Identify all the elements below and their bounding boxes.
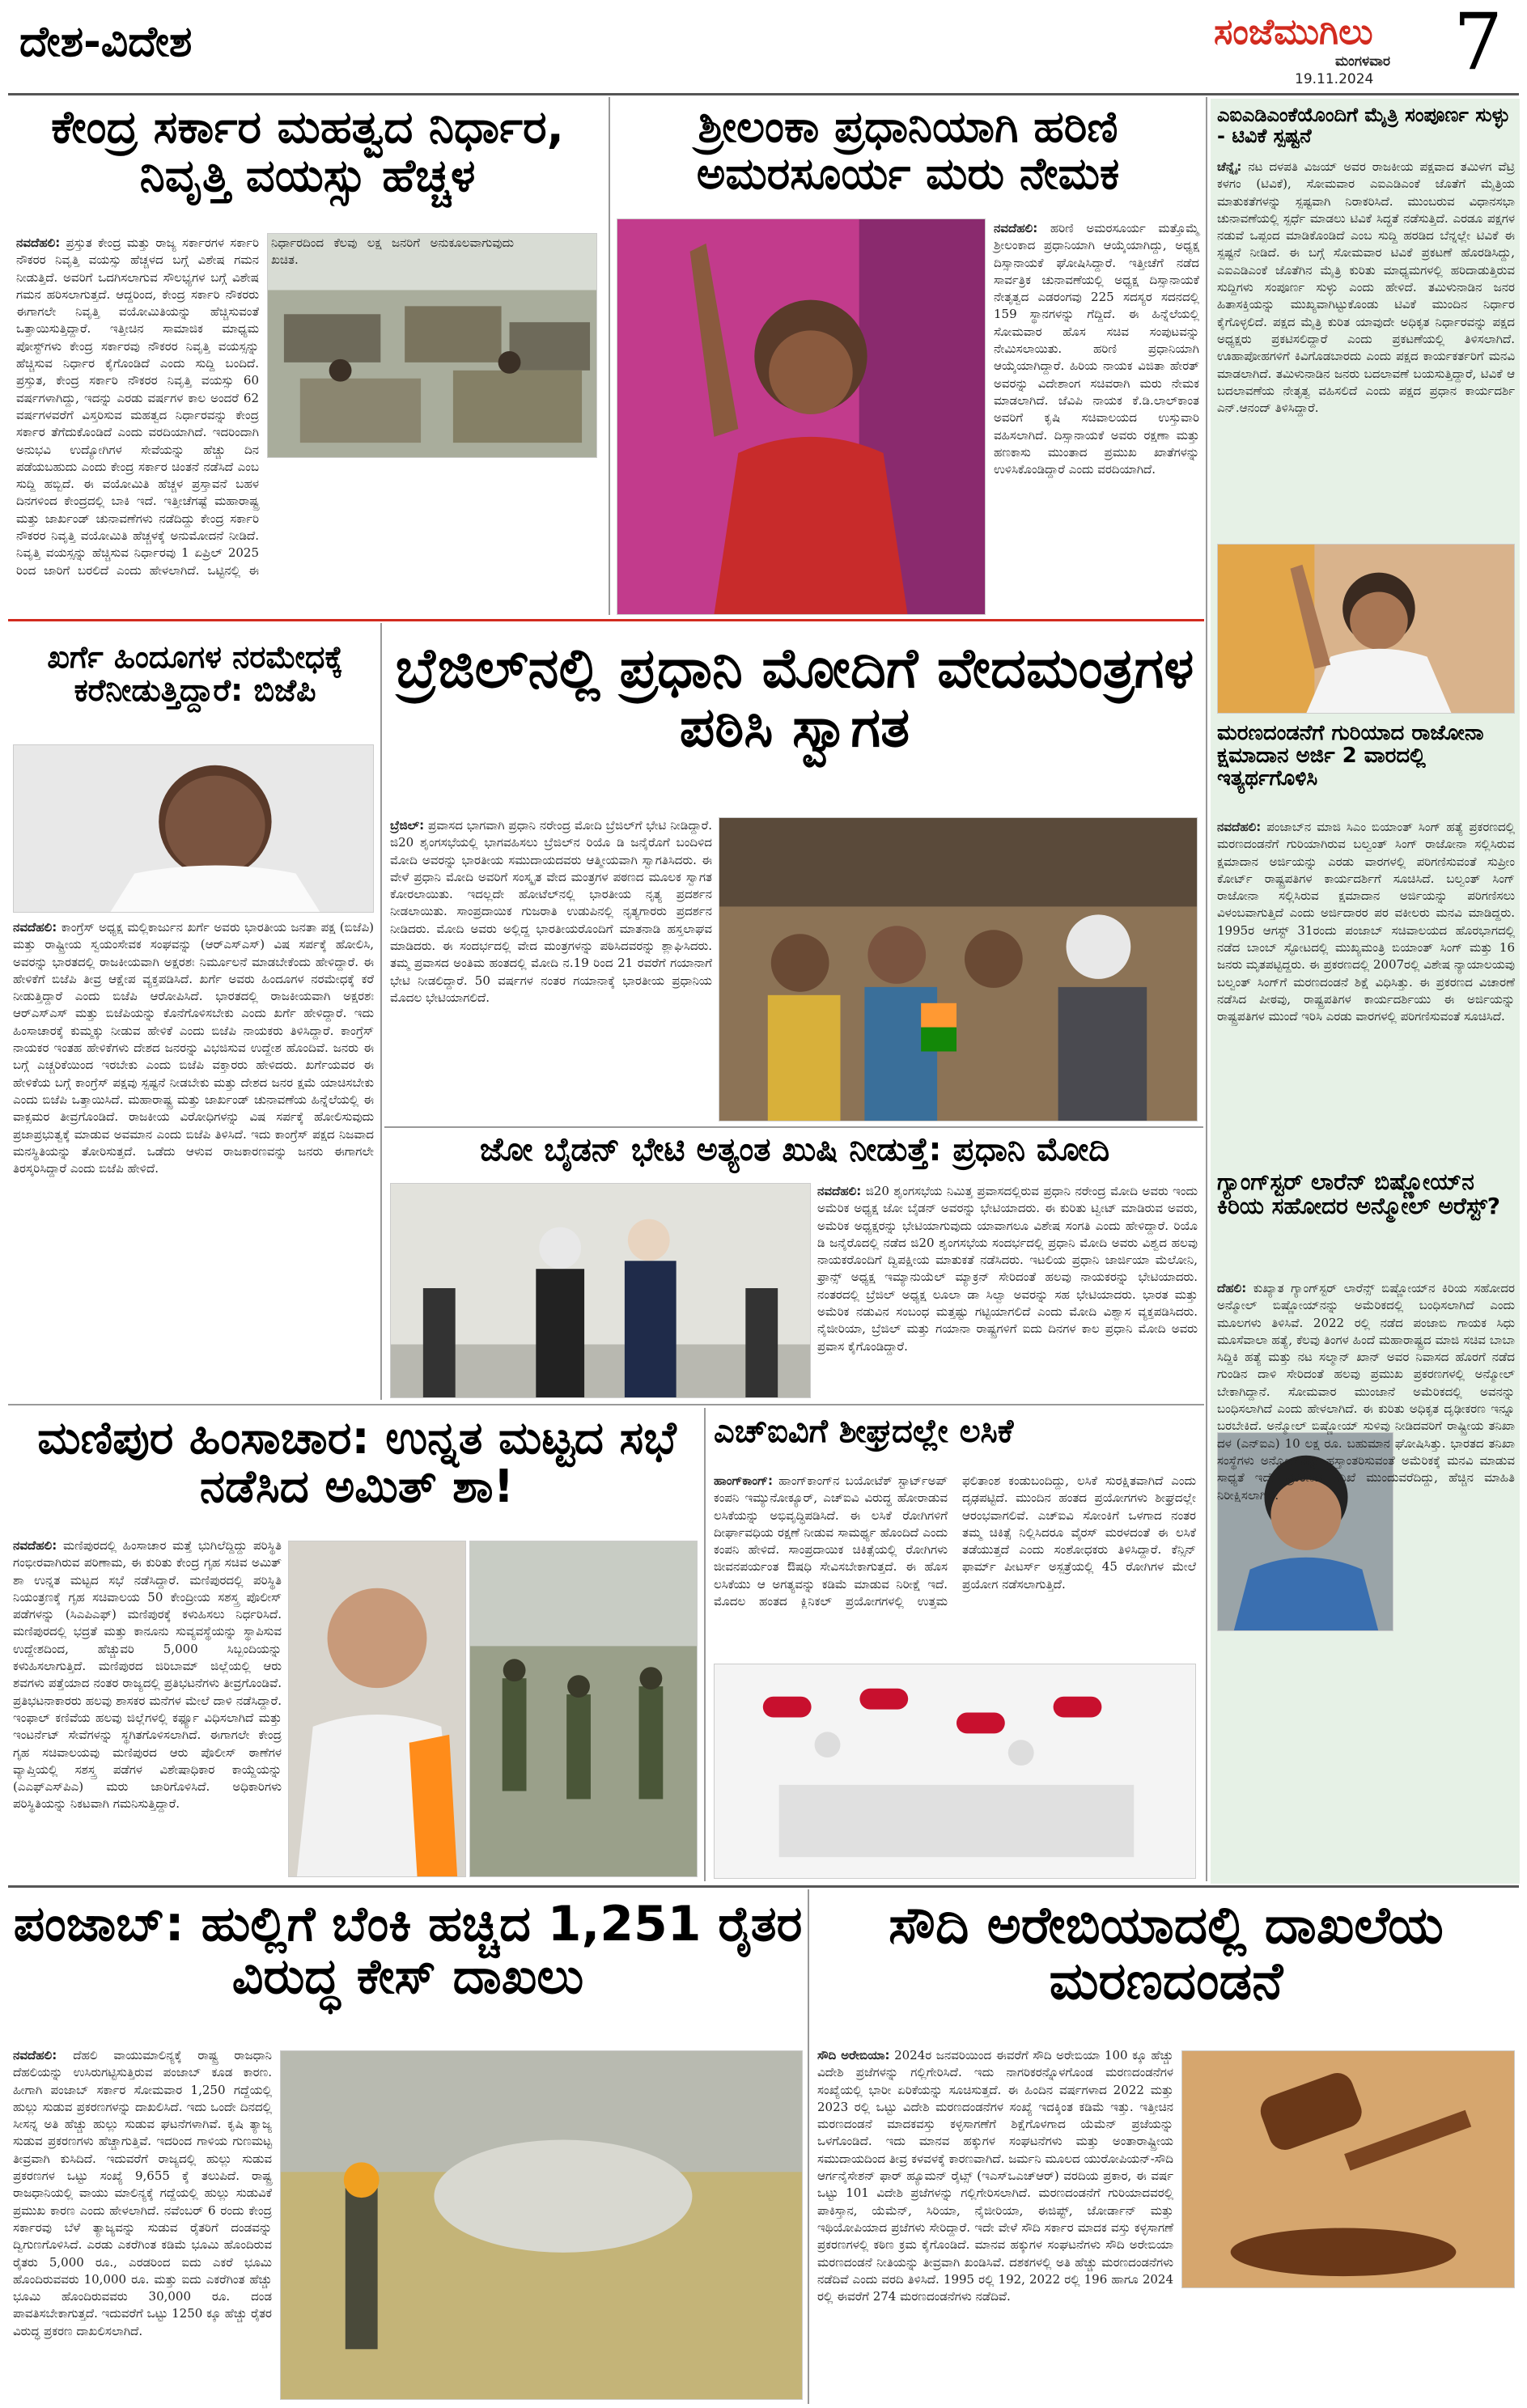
header-rule: [8, 93, 1519, 95]
article-headline: ಖರ್ಗೆ ಹಿಂದೂಗಳ ನರಮೇಧಕ್ಕೆ ಕರೆನೀಡುತ್ತಿದ್ದಾರೆ: ಬಿಜೆಪಿ: [47, 639, 343, 709]
manipur-security-photo: [469, 1541, 698, 1877]
masthead-day: ಮಂಗಳವಾರ: [1335, 53, 1391, 70]
page-number: 7: [1453, 0, 1504, 87]
dateline: ಚೆನ್ನೈ:: [1217, 159, 1242, 174]
article-headline: ಗ್ಯಾಂಗ್‌ಸ್ಟರ್ ಲಾರೆನ್ ಬಿಷ್ಣೋಯ್‌ನ ಕಿರಿಯ ಸಹೋದರ ಅನ್ಮೋಲ್ ಅರೆಸ್ಟ್?: [1217, 1168, 1501, 1220]
kharge-photo: [13, 744, 374, 913]
row-divider: [384, 1126, 1203, 1128]
article-body: [817, 1183, 1198, 1398]
street-illustration: [470, 1541, 697, 1876]
column-divider: [704, 1408, 706, 1881]
article-text: ಕುಖ್ಯಾತ ಗ್ಯಾಂಗ್‌ಸ್ಟರ್ ಲಾರೆನ್ಸ್ ಬಿಷ್ಣೋಯ್‌ನ ಕಿರಿಯ ಸಹೋದರ ಅನ್ಮೋಲ್ ಬಿಷ್ಣೋಯ್‌ನನ್ನು ಅಮೆರಿಕದಲ್ಲಿ ಬಂಧಿಸಲಾಗಿದೆ ಎಂದು ಮೂಲಗಳು ತಿಳಿಸಿವೆ. 2022 ರಲ್ಲಿ ನಡೆದ ಪಂಜಾಬಿ ಗಾಯಕ ಸಿಧು ಮೂಸೆವಾಲಾ ಹತ್ಯೆ, ಕೆಲವು ತಿಂಗಳ ಹಿಂದೆ ಮಹಾರಾಷ್ಟ್ರದ ಮಾಜಿ ಸಚಿವ ಬಾಬಾ ಸಿದ್ದಿಕಿ ಹತ್ಯೆ ಮತ್ತು ನಟ ಸಲ್ಮಾನ್ ಖಾನ್ ಅವರ ನಿವಾಸದ ಹೊರಗೆ ನಡೆದ ಗುಂಡಿನ ದಾಳಿ ಸೇರಿದಂತೆ ಹಲವು ಪ್ರಮುಖ ಪ್ರಕರಣಗಳಲ್ಲಿ ಅನ್ಮೋಲ್ ಬೇಕಾಗಿದ್ದಾನೆ. ಸೋಮವಾರ ಮುಂಜಾನೆ ಅಮೆರಿಕದಲ್ಲಿ ಅವನನ್ನು ಬಂಧಿಸಲಾಗಿದೆ ಎಂದು ಹೇಳಲಾಗಿದೆ. ಈ ಕುರಿತು ಅಧಿಕೃತ ದೃಢೀಕರಣ ಇನ್ನೂ ಬರಬೇಕಿದೆ. ಅನ್ಮೋಲ್ ಬಿಷ್ಣೋಯ್ ಸುಳಿವು ನೀಡಿದವರಿಗೆ ರಾಷ್ಟ್ರೀಯ ತನಿಖಾ ದಳ (ಎನ್‌ಐಎ) 10 ಲಕ್ಷ ರೂ. ಬಹುಮಾನ ಘೋಷಿಸಿತ್ತು. ಭಾರತದ ತನಿಖಾ ಸಂಸ್ಥೆಗಳು ಅನ್ಮೋಲ್‌ನನ್ನು ಹಸ್ತಾಂತರಿಸುವಂತೆ ಅಮೆರಿಕಕ್ಕೆ ಮನವಿ ಮಾಡುವ ಸಾಧ್ಯತೆ ಇದೆ. ಪ್ರಕರಣದ ತನಿಖೆ ಮುಂದುವರೆದಿದ್ದು, ಹೆಚ್ಚಿನ ಮಾಹಿತಿ ನಿರೀಕ್ಷಿಸಲಾಗಿದೆ.: [1217, 1281, 1515, 1503]
section-label: ದೇಶ-ವಿದೇಶ: [19, 18, 193, 66]
brand-logo: ಸಂಜೆಮುಗಿಲು: [1214, 11, 1373, 53]
crowd-illustration: [719, 818, 1197, 1121]
article-body: [714, 1473, 1196, 1657]
article-headline: ಜೋ ಬೈಡನ್ ಭೇಟಿ ಅತ್ಯಂತ ಖುಷಿ ನೀಡುತ್ತೆ: ಪ್ರಧಾನಿ ಮೋದಿ: [479, 1131, 1110, 1168]
dateline: ನವದೆಹಲಿ:: [994, 221, 1038, 235]
article-body-cont: [267, 464, 597, 612]
dateline: ನವದೆಹಲಿ:: [1217, 820, 1262, 834]
row-divider: [8, 1885, 1519, 1888]
row-divider: [8, 619, 1204, 621]
column-divider: [1206, 97, 1207, 1881]
portrait-illustration: [617, 219, 985, 614]
modi-biden-photo: [390, 1183, 811, 1398]
article-headline: ಮಣಿಪುರ ಹಿಂಸಾಚಾರ: ಉನ್ನತ ಮಟ್ಟದ ಸಭೆ ನಡೆಸಿದ ಅಮಿತ್ ಶಾ!: [37, 1412, 677, 1514]
article-headline: ಎಐಎಡಿಎಂಕೆಯೊಂದಿಗೆ ಮೈತ್ರಿ ಸಂಪೂರ್ಣ ಸುಳ್ಳು - ಟಿವಿಕೆ ಸ್ಪಷ್ಟನೆ: [1217, 104, 1510, 147]
meeting-illustration: [391, 1184, 810, 1397]
article-headline: ಪಂಜಾಬ್: ಹುಲ್ಲಿಗೆ ಬೆಂಕಿ ಹಚ್ಚಿದ 1,251 ರೈತರ ವಿರುದ್ಧ ಕೇಸ್ ದಾಖಲು: [13, 1896, 803, 2005]
portrait-illustration: [289, 1541, 465, 1876]
article-headline: ಕೇಂದ್ರ ಸರ್ಕಾರ ಮಹತ್ವದ ನಿರ್ಧಾರ, ನಿವೃತ್ತಿ ವಯಸ್ಸು ಹೆಚ್ಚಳ: [51, 101, 564, 203]
article-body: [13, 1537, 282, 1877]
dateline: ನವದೆಹಲಿ:: [13, 920, 57, 935]
article-text: ಪ್ರಸ್ತುತ ಕೇಂದ್ರ ಮತ್ತು ರಾಜ್ಯ ಸರ್ಕಾರಗಳ ಸರ್ಕಾರಿ ನೌಕರರ ನಿವೃತ್ತಿ ವಯಸ್ಸು ಹೆಚ್ಚಳದ ಬಗ್ಗೆ ವಿಶೇಷ ಗಮನ ನೀಡುತ್ತಿದೆ. ಅವರಿಗೆ ಒದಗಿಸಲಾಗುವ ಸೌಲಭ್ಯಗಳ ಬಗ್ಗೆ ವಿಶೇಷ ಗಮನ ಹರಿಸಲಾಗುತ್ತದೆ. ಆದ್ದರಿಂದ, ಕೇಂದ್ರ ಸರ್ಕಾರಿ ನೌಕರರು ಈಗಾಗಲೇ ನಿವೃತ್ತಿ ವಯೋಮಿತಿಯನ್ನು ಹೆಚ್ಚಿಸುವಂತೆ ಒತ್ತಾಯಿಸುತ್ತಿದ್ದಾರೆ. ಇತ್ತೀಚಿನ ಸಾಮಾಜಿಕ ಮಾಧ್ಯಮ ಪೋಸ್ಟ್‌ಗಳು ಕೇಂದ್ರ ಸರ್ಕಾರವು ನೌಕರರ ನಿವೃತ್ತಿ ವಯಸ್ಸನ್ನು ಹೆಚ್ಚಿಸುವ ನಿರ್ಧಾರ ಕೈಗೊಂಡಿದೆ ಎಂದು ಸುದ್ದಿ ಬಂದಿದೆ. ಪ್ರಸ್ತುತ, ಕೇಂದ್ರ ಸರ್ಕಾರಿ ನೌಕರರ ನಿವೃತ್ತಿ ವಯಸ್ಸು 60 ವರ್ಷಗಳಾಗಿದ್ದು, ಇದನ್ನು ಎರಡು ವರ್ಷಗಳ ಕಾಲ ಅಂದರೆ 62 ವರ್ಷಗಳವರೆಗೆ ವಿಸ್ತರಿಸುವ ಮಹತ್ವದ ನಿರ್ಧಾರವನ್ನು ಕೇಂದ್ರ ಸರ್ಕಾರ ತೆಗೆದುಕೊಂಡಿದೆ ಎಂದು ವರದಿಯಾಗಿದೆ. ಇದರಿಂದಾಗಿ ಅನುಭವಿ ಉದ್ಯೋಗಿಗಳ ಸೇವೆಯನ್ನು ಹೆಚ್ಚು ದಿನ ಪಡೆಯಬಹುದು ಎಂದು ಕೇಂದ್ರ ಸರ್ಕಾರ ಚಿಂತನೆ ನಡೆಸಿದೆ ಎಂಬ ಸುದ್ದಿ ಹಬ್ಬಿದೆ. ಈ ವಯೋಮಿತಿ ಹೆಚ್ಚಳ ಪ್ರಸ್ತಾವನೆ ಬಹಳ ದಿನಗಳಿಂದ ಕೇಂದ್ರದಲ್ಲಿ ಬಾಕಿ ಇದೆ. ಇತ್ತೀಚೆಗಷ್ಟೆ ಮಹಾರಾಷ್ಟ್ರ ಮತ್ತು ಜಾರ್ಖಂಡ್ ಚುನಾವಣೆಗಳು ನಡೆದಿದ್ದು ಕೇಂದ್ರ ಸರ್ಕಾರಿ ನೌಕರರ ನಿವೃತ್ತಿ ವಯೋಮಿತಿ ಹೆಚ್ಚಳಕ್ಕೆ ಅನುಮೋದನೆ ನೀಡಿದೆ. ನಿವೃತ್ತಿ ವಯಸ್ಸನ್ನು ಹೆಚ್ಚಿಸುವ ನಿರ್ಧಾರವು 1 ಏಪ್ರಿಲ್ 2025 ರಿಂದ ಜಾರಿಗೆ ಬರಲಿದೆ ಎಂದು ಹೇಳಲಾಗಿದೆ. ಒಟ್ಟಿನಲ್ಲಿ ಈ ನಿರ್ಧಾರದಿಂದ ಕೆಲವು ಲಕ್ಷ ಜನರಿಗೆ ಅನುಕೂಲವಾಗುವುದು ಖಚಿತ.: [16, 235, 514, 578]
gavel-illustration: [1182, 2051, 1514, 2287]
article-body: [13, 919, 374, 1398]
article-headline: ಶ್ರೀಲಂಕಾ ಪ್ರಧಾನಿಯಾಗಿ ಹರಿಣಿ ಅಮರಸೂರ್ಯ ಮರು ನೇಮಕ: [696, 101, 1120, 200]
amit-shah-photo: [288, 1541, 466, 1877]
article-text: ಜಿ20 ಶೃಂಗಸಭೆಯ ನಿಮಿತ್ತ ಪ್ರವಾಸದಲ್ಲಿರುವ ಪ್ರಧಾನಿ ನರೇಂದ್ರ ಮೋದಿ ಅವರು ಇಂದು ಅಮೆರಿಕ ಅಧ್ಯಕ್ಷ ಜೋ ಬೈಡನ್ ಅವರನ್ನು ಭೇಟಿಯಾದರು. ಈ ಕುರಿತು ಟ್ವೀಟ್ ಮಾಡಿರುವ ಅವರು, ಅಮೆರಿಕ ಅಧ್ಯಕ್ಷರನ್ನು ಭೇಟಿಯಾಗುವುದು ಯಾವಾಗಲೂ ವಿಶೇಷ ಸಂಗತಿ ಎಂದು ಹೇಳಿದ್ದಾರೆ. ರಿಯೊ ಡಿ ಜನೈರೊದಲ್ಲಿ ನಡೆದ ಜಿ20 ಶೃಂಗಸಭೆಯ ಸಂದರ್ಭದಲ್ಲಿ ಪ್ರಧಾನಿ ಮೋದಿ ಅವರು ವಿಶ್ವದ ಹಲವು ನಾಯಕರೊಂದಿಗೆ ದ್ವಿಪಕ್ಷೀಯ ಮಾತುಕತೆ ನಡೆಸಿದರು. ಇಟಲಿಯ ಪ್ರಧಾನಿ ಜಾರ್ಜಿಯಾ ಮೆಲೋನಿ, ಫ್ರಾನ್ಸ್ ಅಧ್ಯಕ್ಷ ಇಮ್ಯಾನುಯೆಲ್ ಮ್ಯಾಕ್ರನ್ ಸೇರಿದಂತೆ ಹಲವು ನಾಯಕರನ್ನು ಭೇಟಿಯಾದರು. ನಂತರದಲ್ಲಿ ಬ್ರೆಜಿಲ್ ಅಧ್ಯಕ್ಷ ಲೂಲಾ ಡಾ ಸಿಲ್ವಾ ಅವರನ್ನು ಸಹ ಭೇಟಿಯಾದರು. ಭಾರತ ಮತ್ತು ಅಮೆರಿಕ ನಡುವಿನ ಸಂಬಂಧ ಮತ್ತಷ್ಟು ಗಟ್ಟಿಯಾಗಲಿದೆ ಎಂದು ಮೋದಿ ವಿಶ್ವಾಸ ವ್ಯಕ್ತಪಡಿಸಿದರು. ನೈಜೀರಿಯಾ, ಬ್ರೆಜಿಲ್ ಮತ್ತು ಗಯಾನಾ ರಾಷ್ಟ್ರಗಳಿಗೆ ಐದು ದಿನಗಳ ಕಾಲ ಪ್ರಧಾನಿ ಮೋದಿ ಅವರು ಪ್ರವಾಸ ಕೈಗೊಂಡಿದ್ದಾರೆ.: [817, 1184, 1198, 1354]
article-text: ಪ್ರವಾಸದ ಭಾಗವಾಗಿ ಪ್ರಧಾನಿ ನರೇಂದ್ರ ಮೋದಿ ಬ್ರೆಜಿಲ್‌ಗೆ ಭೇಟಿ ನೀಡಿದ್ದಾರೆ. ಜಿ20 ಶೃಂಗಸಭೆಯಲ್ಲಿ ಭಾಗವಹಿಸಲು ಬ್ರೆಜಿಲ್‌ನ ರಿಯೊ ಡಿ ಜನೈರೊಗೆ ಬಂದಿಳಿದ ಮೋದಿ ಅವರನ್ನು ಭಾರತೀಯ ಸಮುದಾಯದವರು ಆತ್ಮೀಯವಾಗಿ ಸ್ವಾಗತಿಸಿದರು. ಈ ವೇಳೆ ಪ್ರಧಾನಿ ಮೋದಿ ಅವರಿಗೆ ಸಂಸ್ಕೃತ ವೇದ ಮಂತ್ರಗಳ ಪಠಣದ ಮೂಲಕ ಸ್ವಾಗತ ಕೋರಲಾಯಿತು. ಇದಲ್ಲದೇ ಹೋಟೆಲ್‌ನಲ್ಲಿ ಭಾರತೀಯ ನೃತ್ಯ ಪ್ರದರ್ಶನ ನೀಡಲಾಯಿತು. ಸಾಂಪ್ರದಾಯಿಕ ಗುಜರಾತಿ ಉಡುಪಿನಲ್ಲಿ ನೃತ್ಯಗಾರರು ಪ್ರದರ್ಶನ ನೀಡಿದರು. ಮೋದಿ ಅವರು ಅಲ್ಲಿದ್ದ ಭಾರತೀಯರೊಂದಿಗೆ ಮಾತನಾಡಿ ಹಸ್ತಲಾಘವ ಮಾಡಿದರು. ಈ ಸಂದರ್ಭದಲ್ಲಿ ವೇದ ಮಂತ್ರಗಳನ್ನು ಪಠಿಸಿದವರನ್ನು ಶ್ಲಾಘಿಸಿದರು. ತಮ್ಮ ಪ್ರವಾಸದ ಅಂತಿಮ ಹಂತದಲ್ಲಿ ಮೋದಿ ನ.19 ರಿಂದ 21 ರವರೆಗೆ ಗಯಾನಾಗೆ ಭೇಟಿ ನೀಡಲಿದ್ದಾರೆ. 50 ವರ್ಷಗಳ ನಂತರ ಗಯಾನಾಕ್ಕೆ ಭಾರತೀಯ ಪ್ರಧಾನಿಯ ಮೊದಲ ಭೇಟಿಯಾಗಲಿದೆ.: [390, 818, 712, 1005]
harini-photo: [617, 218, 986, 615]
dateline: ಸೌದಿ ಅರೇಬಿಯಾ:: [817, 2048, 890, 2062]
article-headline: ಮರಣದಂಡನೆಗೆ ಗುರಿಯಾದ ರಾಜೋನಾ ಕ್ಷಮಾದಾನ ಅರ್ಜಿ 2 ವಾರದಲ್ಲಿ ಇತ್ಯರ್ಥಗೊಳಿಸಿ: [1217, 721, 1484, 791]
article-text: ಹಾಂಗ್‌ಕಾಂಗ್‌ನ ಬಯೋಟೆಕ್ ಸ್ಟಾರ್ಟ್‌ಅಪ್ ಕಂಪನಿ ಇಮ್ಯುನೋಕ್ಯೂರ್, ಎಚ್‌ಐವಿ ವಿರುದ್ಧ ಹೋರಾಡುವ ಲಸಿಕೆಯನ್ನು ಅಭಿವೃದ್ಧಿಪಡಿಸಿದೆ. ಈ ಲಸಿಕೆ ರೋಗಿಗಳಿಗೆ ದೀರ್ಘಾವಧಿಯ ರಕ್ಷಣೆ ನೀಡುವ ಸಾಮರ್ಥ್ಯ ಹೊಂದಿದೆ ಎಂದು ಕಂಪನಿ ಹೇಳಿದೆ. ಸಾಂಪ್ರದಾಯಿಕ ಚಿಕಿತ್ಸೆಯಲ್ಲಿ ರೋಗಿಗಳು ಜೀವನಪರ್ಯಂತ ಔಷಧಿ ಸೇವಿಸಬೇಕಾಗುತ್ತದೆ. ಈ ಹೊಸ ಲಸಿಕೆಯು ಆ ಅಗತ್ಯವನ್ನು ಕಡಿಮೆ ಮಾಡುವ ನಿರೀಕ್ಷೆ ಇದೆ. ಮೊದಲ ಹಂತದ ಕ್ಲಿನಿಕಲ್ ಪ್ರಯೋಗಗಳಲ್ಲಿ ಉತ್ತಮ ಫಲಿತಾಂಶ ಕಂಡುಬಂದಿದ್ದು, ಲಸಿಕೆ ಸುರಕ್ಷಿತವಾಗಿದೆ ಎಂದು ದೃಢಪಟ್ಟಿದೆ. ಮುಂದಿನ ಹಂತದ ಪ್ರಯೋಗಗಳು ಶೀಘ್ರದಲ್ಲೇ ಆರಂಭವಾಗಲಿವೆ. ಎಚ್‌ಐವಿ ಸೋಂಕಿಗೆ ಒಳಗಾದ ನಂತರ ತಮ್ಮ ಚಿಕಿತ್ಸೆ ನಿಲ್ಲಿಸಿದರೂ ವೈರಸ್ ಮರಳದಂತೆ ಈ ಲಸಿಕೆ ತಡೆಯುತ್ತದೆ ಎಂದು ಸಂಶೋಧಕರು ತಿಳಿಸಿದ್ದಾರೆ. ಕೆನ್ಸಿನ್ ಫಾರ್ಮ್ ಪೀಟರ್ಸ್ ಅಸ್ಪತ್ರೆಯಲ್ಲಿ 45 ರೋಗಿಗಳ ಮೇಲೆ ಪ್ರಯೋಗ ನಡೆಸಲಾಗುತ್ತಿದೆ.: [714, 1473, 1196, 1609]
article-text: ಹರಿಣಿ ಅಮರಸೂರ್ಯ ಮತ್ತೊಮ್ಮೆ ಶ್ರೀಲಂಕಾದ ಪ್ರಧಾನಿಯಾಗಿ ಆಯ್ಕೆಯಾಗಿದ್ದು, ಅಧ್ಯಕ್ಷ ದಿಸ್ಸಾನಾಯಕೆ ಘೋಷಿಸಿದ್ದಾರೆ. ಇತ್ತೀಚೆಗೆ ನಡೆದ ಸಾರ್ವತ್ರಿಕ ಚುನಾವಣೆಯಲ್ಲಿ ಅಧ್ಯಕ್ಷ ದಿಸ್ಸಾನಾಯಕೆ ನೇತೃತ್ವದ ಎಡರಂಗವು 225 ಸದಸ್ಯರ ಸದನದಲ್ಲಿ 159 ಸ್ಥಾನಗಳನ್ನು ಗೆದ್ದಿದೆ. ಈ ಹಿನ್ನೆಲೆಯಲ್ಲಿ ಸೋಮವಾರ ಹೊಸ ಸಚಿವ ಸಂಪುಟವನ್ನು ನೇಮಿಸಲಾಯಿತು. ಹರಿಣಿ ಪ್ರಧಾನಿಯಾಗಿ ಆಯ್ಕೆಯಾಗಿದ್ದಾರೆ. ಹಿರಿಯ ನಾಯಕ ವಿಜಿತಾ ಹೇರತ್ ಅವರನ್ನು ವಿದೇಶಾಂಗ ಸಚಿವರಾಗಿ ಮರು ನೇಮಕ ಮಾಡಲಾಗಿದೆ. ಜೆವಿಪಿ ನಾಯಕ ಕೆ.ಡಿ.ಲಾಲ್‌ಕಾಂತ ಅವರಿಗೆ ಕೃಷಿ ಸಚಿವಾಲಯದ ಉಸ್ತುವಾರಿ ವಹಿಸಲಾಗಿದೆ. ದಿಸ್ಸಾನಾಯಕೆ ಅವರು ರಕ್ಷಣಾ ಮತ್ತು ಹಣಕಾಸು ಮುಂತಾದ ಪ್ರಮುಖ ಖಾತೆಗಳನ್ನು ಉಳಿಸಿಕೊಂಡಿದ್ದಾರೆ ಎಂದು ವರದಿಯಾಗಿದೆ.: [994, 221, 1199, 477]
column-divider: [380, 623, 382, 1400]
dateline: ನವದೆಹಲಿ:: [13, 2048, 57, 2062]
article-text: 2024ರ ಜನವರಿಯಿಂದ ಈವರೆಗೆ ಸೌದಿ ಅರೇಬಿಯಾ 100 ಕ್ಕೂ ಹೆಚ್ಚು ವಿದೇಶಿ ಪ್ರಜೆಗಳನ್ನು ಗಲ್ಲಿಗೇರಿಸಿದೆ. ಇದು ನಾಗರಿಕರನ್ನೊಳಗೊಂಡ ಮರಣದಂಡನೆಗಳ ಸಂಖ್ಯೆಯಲ್ಲಿ ಭಾರೀ ಏರಿಕೆಯನ್ನು ಸೂಚಿಸುತ್ತದೆ. ಈ ಹಿಂದಿನ ವರ್ಷಗಳಾದ 2022 ಮತ್ತು 2023 ರಲ್ಲಿ ಒಟ್ಟು ವಿದೇಶಿ ಮರಣದಂಡನೆಗಳ ಸಂಖ್ಯೆ ಇದಕ್ಕಿಂತ ಕಡಿಮೆ ಇತ್ತು. ಇತ್ತೀಚಿನ ಮರಣದಂಡನೆ ಮಾದಕವಸ್ತು ಕಳ್ಳಸಾಗಣೆಗೆ ಶಿಕ್ಷೆಗೊಳಗಾದ ಯೆಮೆನ್ ಪ್ರಜೆಯನ್ನು ಒಳಗೊಂಡಿದೆ. ಇದು ಮಾನವ ಹಕ್ಕುಗಳ ಸಂಘಟನೆಗಳು ಮತ್ತು ಅಂತಾರಾಷ್ಟ್ರೀಯ ಸಮುದಾಯದಿಂದ ತೀವ್ರ ಕಳವಳಕ್ಕೆ ಕಾರಣವಾಗಿದೆ. ಜರ್ಮನಿ ಮೂಲದ ಯುರೋಪಿಯನ್-ಸೌದಿ ಆರ್ಗನೈಸೇಶನ್ ಫಾರ್ ಹ್ಯೂಮನ್ ರೈಟ್ಸ್ (ಇಎಸ್‌ಒಎಚ್‌ಆರ್) ವರದಿಯ ಪ್ರಕಾರ, ಈ ವರ್ಷ ಒಟ್ಟು 101 ವಿದೇಶಿ ಪ್ರಜೆಗಳನ್ನು ಗಲ್ಲಿಗೇರಿಸಲಾಗಿದೆ. ಮರಣದಂಡನೆಗೆ ಗುರಿಯಾದವರಲ್ಲಿ ಪಾಕಿಸ್ತಾನ, ಯೆಮೆನ್, ಸಿರಿಯಾ, ನೈಜೀರಿಯಾ, ಈಜಿಪ್ಟ್, ಜೋರ್ಡಾನ್ ಮತ್ತು ಇಥಿಯೋಪಿಯಾದ ಪ್ರಜೆಗಳು ಸೇರಿದ್ದಾರೆ. ಇದೇ ವೇಳೆ ಸೌದಿ ಸರ್ಕಾರ ಮಾದಕ ವಸ್ತು ಕಳ್ಳಸಾಗಣೆ ಪ್ರಕರಣಗಳಲ್ಲಿ ಕಠಿಣ ಕ್ರಮ ಕೈಗೊಂಡಿದೆ. ಮಾನವ ಹಕ್ಕುಗಳ ಸಂಘಟನೆಗಳು ಸೌದಿ ಅರೇಬಿಯಾ ಮರಣದಂಡನೆ ನೀತಿಯನ್ನು ತೀವ್ರವಾಗಿ ಖಂಡಿಸಿವೆ. ದಶಕಗಳಲ್ಲಿ ಅತಿ ಹೆಚ್ಚು ಮರಣದಂಡನೆಗಳು ನಡೆದಿವೆ ಎಂದು ವರದಿ ತಿಳಿಸಿದೆ. 1995 ರಲ್ಲಿ 192, 2022 ರಲ್ಲಿ 196 ಹಾಗೂ 2024 ರಲ್ಲಿ ಈವರೆಗೆ 274 ಮರಣದಂಡನೆಗಳು ನಡೆದಿವೆ.: [817, 2048, 1173, 2304]
masthead-date: 19.11.2024: [1295, 71, 1374, 87]
gavel-photo: [1181, 2050, 1515, 2288]
article-body: [13, 2047, 272, 2403]
article-text: ಮಣಿಪುರದಲ್ಲಿ ಹಿಂಸಾಚಾರ ಮತ್ತೆ ಭುಗಿಲೆದ್ದಿದ್ದು ಪರಿಸ್ಥಿತಿ ಗಂಭೀರವಾಗಿರುವ ಪರಿಣಾಮ, ಈ ಕುರಿತು ಕೇಂದ್ರ ಗೃಹ ಸಚಿವ ಅಮಿತ್ ಶಾ ಉನ್ನತ ಮಟ್ಟದ ಸಭೆ ನಡೆಸಿದ್ದಾರೆ. ಮಣಿಪುರದಲ್ಲಿ ಪರಿಸ್ಥಿತಿ ನಿಯಂತ್ರಣಕ್ಕೆ ಗೃಹ ಸಚಿವಾಲಯ 50 ಕೇಂದ್ರೀಯ ಸಶಸ್ತ್ರ ಪೊಲೀಸ್ ಪಡೆಗಳನ್ನು (ಸಿಎಪಿಎಫ್) ಮಣಿಪುರಕ್ಕೆ ಕಳುಹಿಸಲು ನಿರ್ಧರಿಸಿದೆ. ಮಣಿಪುರದಲ್ಲಿ ಭದ್ರತೆ ಮತ್ತು ಕಾನೂನು ಸುವ್ಯವಸ್ಥೆಯನ್ನು ಸ್ಥಾಪಿಸುವ ಉದ್ದೇಶದಿಂದ, ಹೆಚ್ಚುವರಿ 5,000 ಸಿಬ್ಬಂದಿಯನ್ನು ಕಳುಹಿಸಲಾಗುತ್ತಿದೆ. ಮಣಿಪುರದ ಜಿರಿಬಾಮ್ ಜಿಲ್ಲೆಯಲ್ಲಿ ಆರು ಶವಗಳು ಪತ್ತೆಯಾದ ನಂತರ ರಾಜ್ಯದಲ್ಲಿ ಪ್ರತಿಭಟನೆಗಳು ತೀವ್ರಗೊಂಡಿವೆ. ಪ್ರತಿಭಟನಾಕಾರರು ಹಲವು ಶಾಸಕರ ಮನೆಗಳ ಮೇಲೆ ದಾಳಿ ನಡೆಸಿದ್ದಾರೆ. ಇಂಫಾಲ್ ಕಣಿವೆಯ ಹಲವು ಜಿಲ್ಲೆಗಳಲ್ಲಿ ಕರ್ಫ್ಯೂ ವಿಧಿಸಲಾಗಿದೆ ಮತ್ತು ಇಂಟರ್ನೆಟ್ ಸೇವೆಗಳನ್ನು ಸ್ಥಗಿತಗೊಳಿಸಲಾಗಿದೆ. ಈಗಾಗಲೇ ಕೇಂದ್ರ ಗೃಹ ಸಚಿವಾಲಯವು ಮಣಿಪುರದ ಆರು ಪೊಲೀಸ್ ಠಾಣೆಗಳ ವ್ಯಾಪ್ತಿಯಲ್ಲಿ ಸಶಸ್ತ್ರ ಪಡೆಗಳ ವಿಶೇಷಾಧಿಕಾರ ಕಾಯ್ದೆಯನ್ನು (ಎಎಫ್‌ಎಸ್‌ಪಿಎ) ಮರು ಜಾರಿಗೊಳಿಸಿದೆ. ಅಧಿಕಾರಿಗಳು ಪರಿಸ್ಥಿತಿಯನ್ನು ನಿಕಟವಾಗಿ ಗಮನಿಸುತ್ತಿದ್ದಾರೆ.: [13, 1538, 282, 1812]
column-divider: [609, 97, 610, 615]
pills-illustration: [715, 1664, 1195, 1878]
article-headline: ಎಚ್‌ಐವಿಗೆ ಶೀಘ್ರದಲ್ಲೇ ಲಸಿಕೆ: [714, 1413, 1014, 1450]
row-divider: [8, 1404, 1204, 1405]
dateline: ದೆಹಲಿ:: [1217, 1281, 1247, 1295]
dateline: ನವದೆಹಲಿ:: [817, 1184, 862, 1198]
stubble-burning-photo: [280, 2050, 803, 2400]
article-body: [1217, 159, 1515, 539]
dateline: ಬ್ರೆಜಿಲ್:: [390, 818, 425, 833]
article-text: ದೆಹಲಿ ವಾಯುಮಾಲಿನ್ಯಕ್ಕೆ ರಾಷ್ಟ್ರ ರಾಜಧಾನಿ ದೆಹಲಿಯನ್ನು ಉಸಿರುಗಟ್ಟಿಸುತ್ತಿರುವ ಪಂಜಾಬ್ ಕೂಡ ಕಾರಣ. ಹೀಗಾಗಿ ಪಂಜಾಬ್ ಸರ್ಕಾರ ಸೋಮವಾರ 1,250 ಗದ್ದೆಯಲ್ಲಿ ಹುಲ್ಲು ಸುಡುವ ಪ್ರಕರಣಗಳನ್ನು ದಾಖಲಿಸಿದೆ. ಇದು ಒಂದೇ ದಿನದಲ್ಲಿ ಸೀಸನ್ನ ಅತಿ ಹೆಚ್ಚು ಹುಲ್ಲು ಸುಡುವ ಘಟನೆಗಳಾಗಿವೆ. ಕೃಷಿ ತ್ಯಾಜ್ಯ ಸುಡುವ ಪ್ರಕರಣಗಳು ಹೆಚ್ಚಾಗುತ್ತಿವೆ. ಇದರಿಂದ ಗಾಳಿಯ ಗುಣಮಟ್ಟ ತೀವ್ರವಾಗಿ ಕುಸಿದಿದೆ. ಇದುವರೆಗೆ ರಾಜ್ಯದಲ್ಲಿ ಹುಲ್ಲು ಸುಡುವ ಪ್ರಕರಣಗಳ ಒಟ್ಟು ಸಂಖ್ಯೆ 9,655 ಕ್ಕೆ ತಲುಪಿದೆ. ರಾಷ್ಟ್ರ ರಾಜಧಾನಿಯಲ್ಲಿ ವಾಯು ಮಾಲಿನ್ಯಕ್ಕೆ ಗದ್ದೆಯಲ್ಲಿ ಹುಲ್ಲು ಸುಡುವಿಕೆ ಪ್ರಮುಖ ಕಾರಣ ಎಂದು ಹೇಳಲಾಗಿದೆ. ನವೆಂಬರ್ 6 ರಂದು ಕೇಂದ್ರ ಸರ್ಕಾರವು ಬೆಳೆ ತ್ಯಾಜ್ಯವನ್ನು ಸುಡುವ ರೈತರಿಗೆ ದಂಡವನ್ನು ದ್ವಿಗುಣಗೊಳಿಸಿದೆ. ಎರಡು ಎಕರೆಗಿಂತ ಕಡಿಮೆ ಭೂಮಿ ಹೊಂದಿರುವ ರೈತರು 5,000 ರೂ., ಎರಡರಿಂದ ಐದು ಎಕರೆ ಭೂಮಿ ಹೊಂದಿರುವವರು 10,000 ರೂ. ಮತ್ತು ಐದು ಎಕರೆಗಿಂತ ಹೆಚ್ಚು ಭೂಮಿ ಹೊಂದಿರುವವರು 30,000 ರೂ. ದಂಡ ಪಾವತಿಸಬೇಕಾಗುತ್ತದೆ. ಇದುವರೆಗೆ ಒಟ್ಟು 1250 ಕ್ಕೂ ಹೆಚ್ಚು ರೈತರ ವಿರುದ್ಧ ಪ್ರಕರಣ ದಾಖಲಿಸಲಾಗಿದೆ.: [13, 2048, 272, 2338]
field-illustration: [281, 2051, 802, 2399]
portrait-illustration: [1218, 545, 1514, 713]
article-text: ಕಾಂಗ್ರೆಸ್ ಅಧ್ಯಕ್ಷ ಮಲ್ಲಿಕಾರ್ಜುನ ಖರ್ಗೆ ಅವರು ಭಾರತೀಯ ಜನತಾ ಪಕ್ಷ (ಬಿಜೆಪಿ) ಮತ್ತು ರಾಷ್ಟ್ರೀಯ ಸ್ವಯಂಸೇವಕ ಸಂಘವನ್ನು (ಆರ್‌ಎಸ್‌ಎಸ್) ವಿಷ ಸರ್ಪಕ್ಕೆ ಹೋಲಿಸಿ, ಅವರನ್ನು ಭಾರತದಲ್ಲಿ ರಾಜಕೀಯವಾಗಿ ಅಕ್ಷರಶಃ ನಿರ್ಮೂಲನೆ ಮಾಡಬೇಕೆಂದು ಹೇಳಿದ್ದಾರೆ. ಈ ಹೇಳಿಕೆಗೆ ಬಿಜೆಪಿ ತೀವ್ರ ಆಕ್ಷೇಪ ವ್ಯಕ್ತಪಡಿಸಿದೆ. ಖರ್ಗೆ ಅವರು ಹಿಂದೂಗಳ ನರಮೇಧಕ್ಕೆ ಕರೆ ನೀಡುತ್ತಿದ್ದಾರೆ ಎಂದು ಬಿಜೆಪಿ ಆರೋಪಿಸಿದೆ. ಭಾರತದಲ್ಲಿ ರಾಜಕೀಯವಾಗಿ ಅಕ್ಷರಶಃ ಆರ್‌ಎಸ್‌ಎಸ್ ಮತ್ತು ಬಿಜೆಪಿಯನ್ನು ಕೊನೆಗೊಳಿಸಬೇಕು ಎಂದು ಖರ್ಗೆ ಹೇಳಿದ್ದಾರೆ. ಇದು ಹಿಂಸಾಚಾರಕ್ಕೆ ಕುಮ್ಮಕ್ಕು ನೀಡುವ ಹೇಳಿಕೆ ಎಂದು ಬಿಜೆಪಿ ನಾಯಕರು ತಿಳಿಸಿದ್ದಾರೆ. ಕಾಂಗ್ರೆಸ್ ನಾಯಕರ ಇಂತಹ ಹೇಳಿಕೆಗಳು ದೇಶದ ಜನರನ್ನು ವಿಭಜಿಸುವ ಉದ್ದೇಶ ಹೊಂದಿವೆ. ಜನರು ಈ ಬಗ್ಗೆ ಎಚ್ಚರಿಕೆಯಿಂದ ಇರಬೇಕು ಎಂದು ಬಿಜೆಪಿ ವಕ್ತಾರರು ಹೇಳಿದರು. ಖರ್ಗೆಯವರ ಈ ಹೇಳಿಕೆಯ ಬಗ್ಗೆ ಕಾಂಗ್ರೆಸ್ ಪಕ್ಷವು ಸ್ಪಷ್ಟನೆ ನೀಡಬೇಕು ಮತ್ತು ದೇಶದ ಜನರ ಕ್ಷಮೆ ಯಾಚಿಸಬೇಕು ಎಂದು ಬಿಜೆಪಿ ಒತ್ತಾಯಿಸಿದೆ. ಮಹಾರಾಷ್ಟ್ರ ಮತ್ತು ಜಾರ್ಖಂಡ್ ಚುನಾವಣೆಯ ಹಿನ್ನೆಲೆಯಲ್ಲಿ ಈ ವಾಕ್ಸಮರ ತೀವ್ರಗೊಂಡಿದೆ. ರಾಜಕೀಯ ವಿರೋಧಿಗಳನ್ನು ವಿಷ ಸರ್ಪಕ್ಕೆ ಹೋಲಿಸುವುದು ಪ್ರಜಾಪ್ರಭುತ್ವಕ್ಕೆ ಮಾಡುವ ಅವಮಾನ ಎಂದು ಬಿಜೆಪಿ ತಿಳಿಸಿದೆ. ಇದು ಕಾಂಗ್ರೆಸ್ ಪಕ್ಷದ ನಿಜವಾದ ಮನಸ್ಥಿತಿಯನ್ನು ತೋರಿಸುತ್ತದೆ. ಒಡೆದು ಆಳುವ ರಾಜಕಾರಣವನ್ನು ಜನರು ಈಗಾಗಲೇ ತಿರಸ್ಕರಿಸಿದ್ದಾರೆ ಎಂದು ಬಿಜೆಪಿ ಹೇಳಿದೆ.: [13, 920, 374, 1176]
article-headline: ಬ್ರೆಜಿಲ್‌ನಲ್ಲಿ ಪ್ರಧಾನಿ ಮೋದಿಗೆ ವೇದಮಂತ್ರಗಳ ಪಠಿಸಿ ಸ್ವಾಗತ: [395, 637, 1194, 761]
portrait-illustration: [14, 745, 373, 912]
dateline: ನವದೆಹಲಿ:: [16, 235, 61, 250]
article-body: [817, 2047, 1173, 2403]
dateline: ನವದೆಹಲಿ:: [13, 1538, 57, 1553]
article-text: ನಟ ದಳಪತಿ ವಿಜಯ್ ಅವರ ರಾಜಕೀಯ ಪಕ್ಷವಾದ ತಮಿಳಗ ವೆಟ್ರಿ ಕಳಗಂ (ಟಿವಿಕೆ), ಸೋಮವಾರ ಎಐಎಡಿಎಂಕೆ ಜೊತೆಗೆ ಮೈತ್ರಿಯ ಮಾತುಕತೆಗಳನ್ನು ಸ್ಪಷ್ಟವಾಗಿ ನಿರಾಕರಿಸಿದೆ. ಮುಂಬರುವ ವಿಧಾನಸಭಾ ಚುನಾವಣೆಯಲ್ಲಿ ಸ್ಪರ್ಧೆ ಮಾಡಲು ಟಿವಿಕೆ ಸಿದ್ಧತೆ ನಡೆಸುತ್ತಿದೆ. ಎರಡೂ ಪಕ್ಷಗಳ ನಡುವೆ ಒಪ್ಪಂದ ಮಾಡಿಕೊಂಡಿದೆ ಎಂಬ ಸುದ್ದಿ ಹರಡಿದ ಬೆನ್ನಲ್ಲೇ ಟಿವಿಕೆ ಈ ಸ್ಪಷ್ಟನೆ ನೀಡಿದೆ. ಈ ಬಗ್ಗೆ ಸೋಮವಾರ ಟಿವಿಕೆ ಪ್ರಕಟಣೆ ಹೊರಡಿಸಿದ್ದು, ಎಐಎಡಿಎಂಕೆ ಜೊತೆಗಿನ ಮೈತ್ರಿ ಕುರಿತು ಮಾಧ್ಯಮಗಳಲ್ಲಿ ಹರಿದಾಡುತ್ತಿರುವ ಸುದ್ದಿಗಳು ಸಂಪೂರ್ಣ ಸುಳ್ಳು ಎಂದು ಹೇಳಿದೆ. ತಮಿಳುನಾಡಿನ ಜನರ ಹಿತಾಸಕ್ತಿಯನ್ನು ಮುಖ್ಯವಾಗಿಟ್ಟುಕೊಂಡು ಟಿವಿಕೆ ಮುಂದಿನ ನಿರ್ಧಾರ ಕೈಗೊಳ್ಳಲಿದೆ. ಪಕ್ಷದ ಮೈತ್ರಿ ಕುರಿತ ಯಾವುದೇ ಅಧಿಕೃತ ನಿರ್ಧಾರವನ್ನು ಪಕ್ಷದ ಅಧ್ಯಕ್ಷರು ಪ್ರಕಟಿಸಲಿದ್ದಾರೆ ಎಂದು ಪ್ರಕಟಣೆಯಲ್ಲಿ ತಿಳಿಸಲಾಗಿದೆ. ಊಹಾಪೋಹಗಳಿಗೆ ಕಿವಿಗೊಡಬಾರದು ಎಂದು ಪಕ್ಷದ ಕಾರ್ಯಕರ್ತರಿಗೆ ಮನವಿ ಮಾಡಲಾಗಿದೆ. ತಮಿಳುನಾಡಿನ ಜನರು ಬದಲಾವಣೆ ಬಯಸುತ್ತಿದ್ದಾರೆ, ಟಿವಿಕೆ ಆ ಬದಲಾವಣೆಯ ನೇತೃತ್ವ ವಹಿಸಲಿದೆ ಎಂದು ಪಕ್ಷದ ಪ್ರಧಾನ ಕಾರ್ಯದರ್ಶಿ ಎನ್.ಆನಂದ್ ತಿಳಿಸಿದ್ದಾರೆ.: [1217, 159, 1515, 416]
modi-brazil-photo: [719, 817, 1198, 1121]
article-body: [1217, 1280, 1515, 1876]
article-body: [16, 235, 514, 612]
dateline: ಹಾಂಗ್‌ಕಾಂಗ್:: [714, 1473, 773, 1488]
vijay-photo: [1217, 544, 1515, 714]
masthead: [1214, 0, 1521, 89]
article-headline: ಸೌದಿ ಅರೇಬಿಯಾದಲ್ಲಿ ದಾಖಲೆಯ ಮರಣದಂಡನೆ: [889, 1896, 1444, 2012]
article-text: ಪಂಜಾಬ್‌ನ ಮಾಜಿ ಸಿಎಂ ಬಿಯಾಂತ್ ಸಿಂಗ್ ಹತ್ಯೆ ಪ್ರಕರಣದಲ್ಲಿ ಮರಣದಂಡನೆಗೆ ಗುರಿಯಾಗಿರುವ ಬಲ್ವಂತ್ ಸಿಂಗ್ ರಾಜೋನಾ ಸಲ್ಲಿಸಿರುವ ಕ್ಷಮಾದಾನ ಅರ್ಜಿಯನ್ನು ಎರಡು ವಾರಗಳಲ್ಲಿ ಪರಿಗಣಿಸುವಂತೆ ಸುಪ್ರೀಂ ಕೋರ್ಟ್ ರಾಷ್ಟ್ರಪತಿಗಳ ಕಾರ್ಯದರ್ಶಿಗೆ ಸೂಚಿಸಿದೆ. ಬಲ್ವಂತ್ ಸಿಂಗ್ ರಾಜೋನಾ ಸಲ್ಲಿಸಿರುವ ಕ್ಷಮಾದಾನ ಅರ್ಜಿಯನ್ನು ಪರಿಗಣಿಸಲು ವಿಳಂಬವಾಗುತ್ತಿದೆ ಎಂದು ಅರ್ಜಿದಾರರ ಪರ ವಕೀಲರು ಮನವಿ ಮಾಡಿದ್ದರು. 1995ರ ಆಗಸ್ಟ್ 31ರಂದು ಪಂಜಾಬ್ ಸಚಿವಾಲಯದ ಹೊರಭಾಗದಲ್ಲಿ ನಡೆದ ಬಾಂಬ್ ಸ್ಫೋಟದಲ್ಲಿ ಮುಖ್ಯಮಂತ್ರಿ ಬಿಯಾಂತ್ ಸಿಂಗ್ ಮತ್ತು 16 ಜನರು ಮೃತಪಟ್ಟಿದ್ದರು. ಈ ಪ್ರಕರಣದಲ್ಲಿ 2007ರಲ್ಲಿ ವಿಶೇಷ ನ್ಯಾಯಾಲಯವು ಬಲ್ವಂತ್ ಸಿಂಗ್‌ಗೆ ಮರಣದಂಡನೆ ಶಿಕ್ಷೆ ವಿಧಿಸಿತ್ತು. ಈ ಪ್ರಕರಣದ ವಿಚಾರಣೆ ನಡೆಸಿದ ಪೀಠವು, ರಾಷ್ಟ್ರಪತಿಗಳ ಕಾರ್ಯದರ್ಶಿಯು ಈ ಅರ್ಜಿಯನ್ನು ರಾಷ್ಟ್ರಪತಿಗಳ ಮುಂದೆ ಇರಿಸಿ ಎರಡು ವಾರಗಳಲ್ಲಿ ಪರಿಗಣಿಸುವಂತೆ ಸೂಚಿಸಿದೆ.: [1217, 820, 1515, 1024]
article-body: [1217, 819, 1515, 1164]
article-body: [390, 817, 712, 1121]
article-body: [994, 220, 1199, 613]
hiv-pills-photo: [714, 1664, 1196, 1879]
column-divider: [808, 1889, 809, 2404]
